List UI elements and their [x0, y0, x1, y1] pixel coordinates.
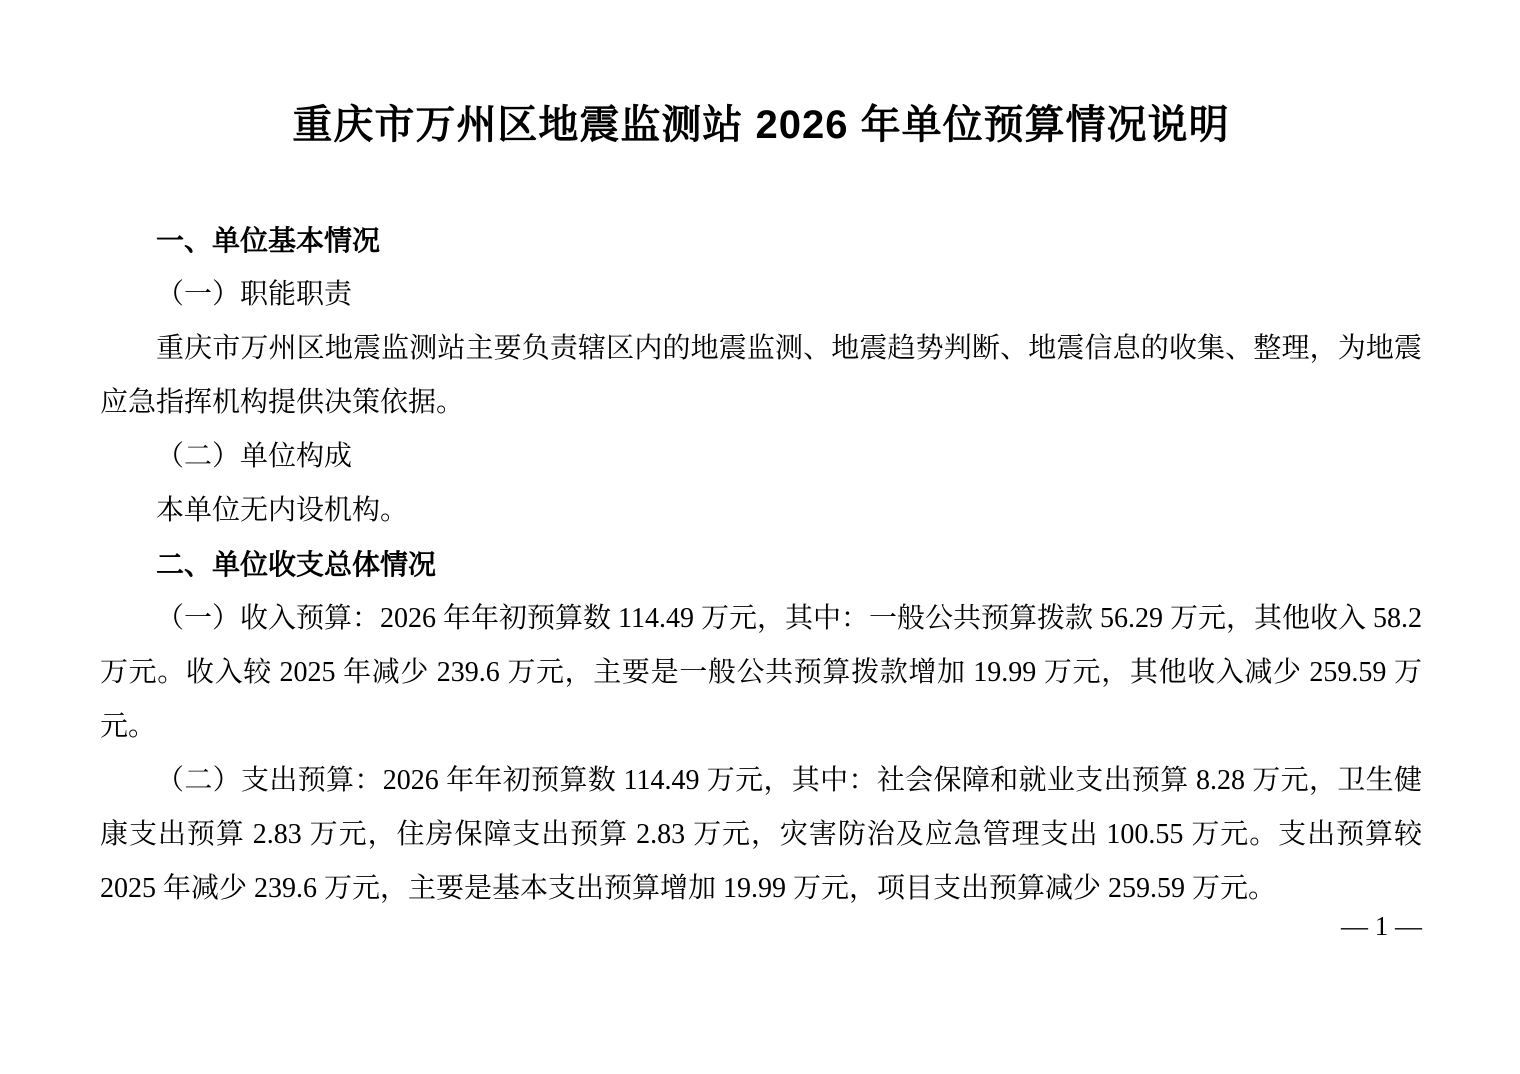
paragraph-composition: 本单位无内设机构。 — [156, 495, 409, 526]
paragraph-duties: 重庆市万州区地震监测站主要负责辖区内的地震监测、地震趋势判断、地震信息的收集、整理，为地震应急指挥机构提供决策依据。 — [100, 333, 1422, 418]
section-heading-budget-overview: 二、单位收支总体情况 — [156, 549, 437, 580]
document-body — [100, 214, 1422, 916]
paragraph-income-budget: （一）收入预算：2026 年年初预算数 114.49 万元，其中：一般公共预算拨款 56.29 万元，其他收入 58.2 万元。收入较 2025 年减少 239.6 万元，主要是一般公共预算拨款增加 19.99 万元，其他收入减少 259.59 万元。 — [100, 603, 1422, 742]
subsection-heading-duties: （一）职能职责 — [156, 279, 353, 310]
page-number: — 1 — — [1341, 911, 1422, 941]
section-heading-basic-info: 一、单位基本情况 — [156, 225, 381, 256]
paragraph-expenditure-budget: （二）支出预算：2026 年年初预算数 114.49 万元，其中：社会保障和就业支出预算 8.28 万元，卫生健康支出预算 2.83 万元，住房保障支出预算 2.83 万元，灾害防治及应急管理支出 100.55 万元。支出预算较 2025 年减少 239.6 万元，主要是基本支出预算增加 19.99 万元，项目支出预算减少 259.59 万元。 — [100, 765, 1422, 904]
subsection-heading-composition: （二）单位构成 — [156, 441, 353, 472]
document-title: 重庆市万州区地震监测站 2026 年单位预算情况说明 — [292, 103, 1230, 147]
document-content — [100, 0, 1422, 916]
